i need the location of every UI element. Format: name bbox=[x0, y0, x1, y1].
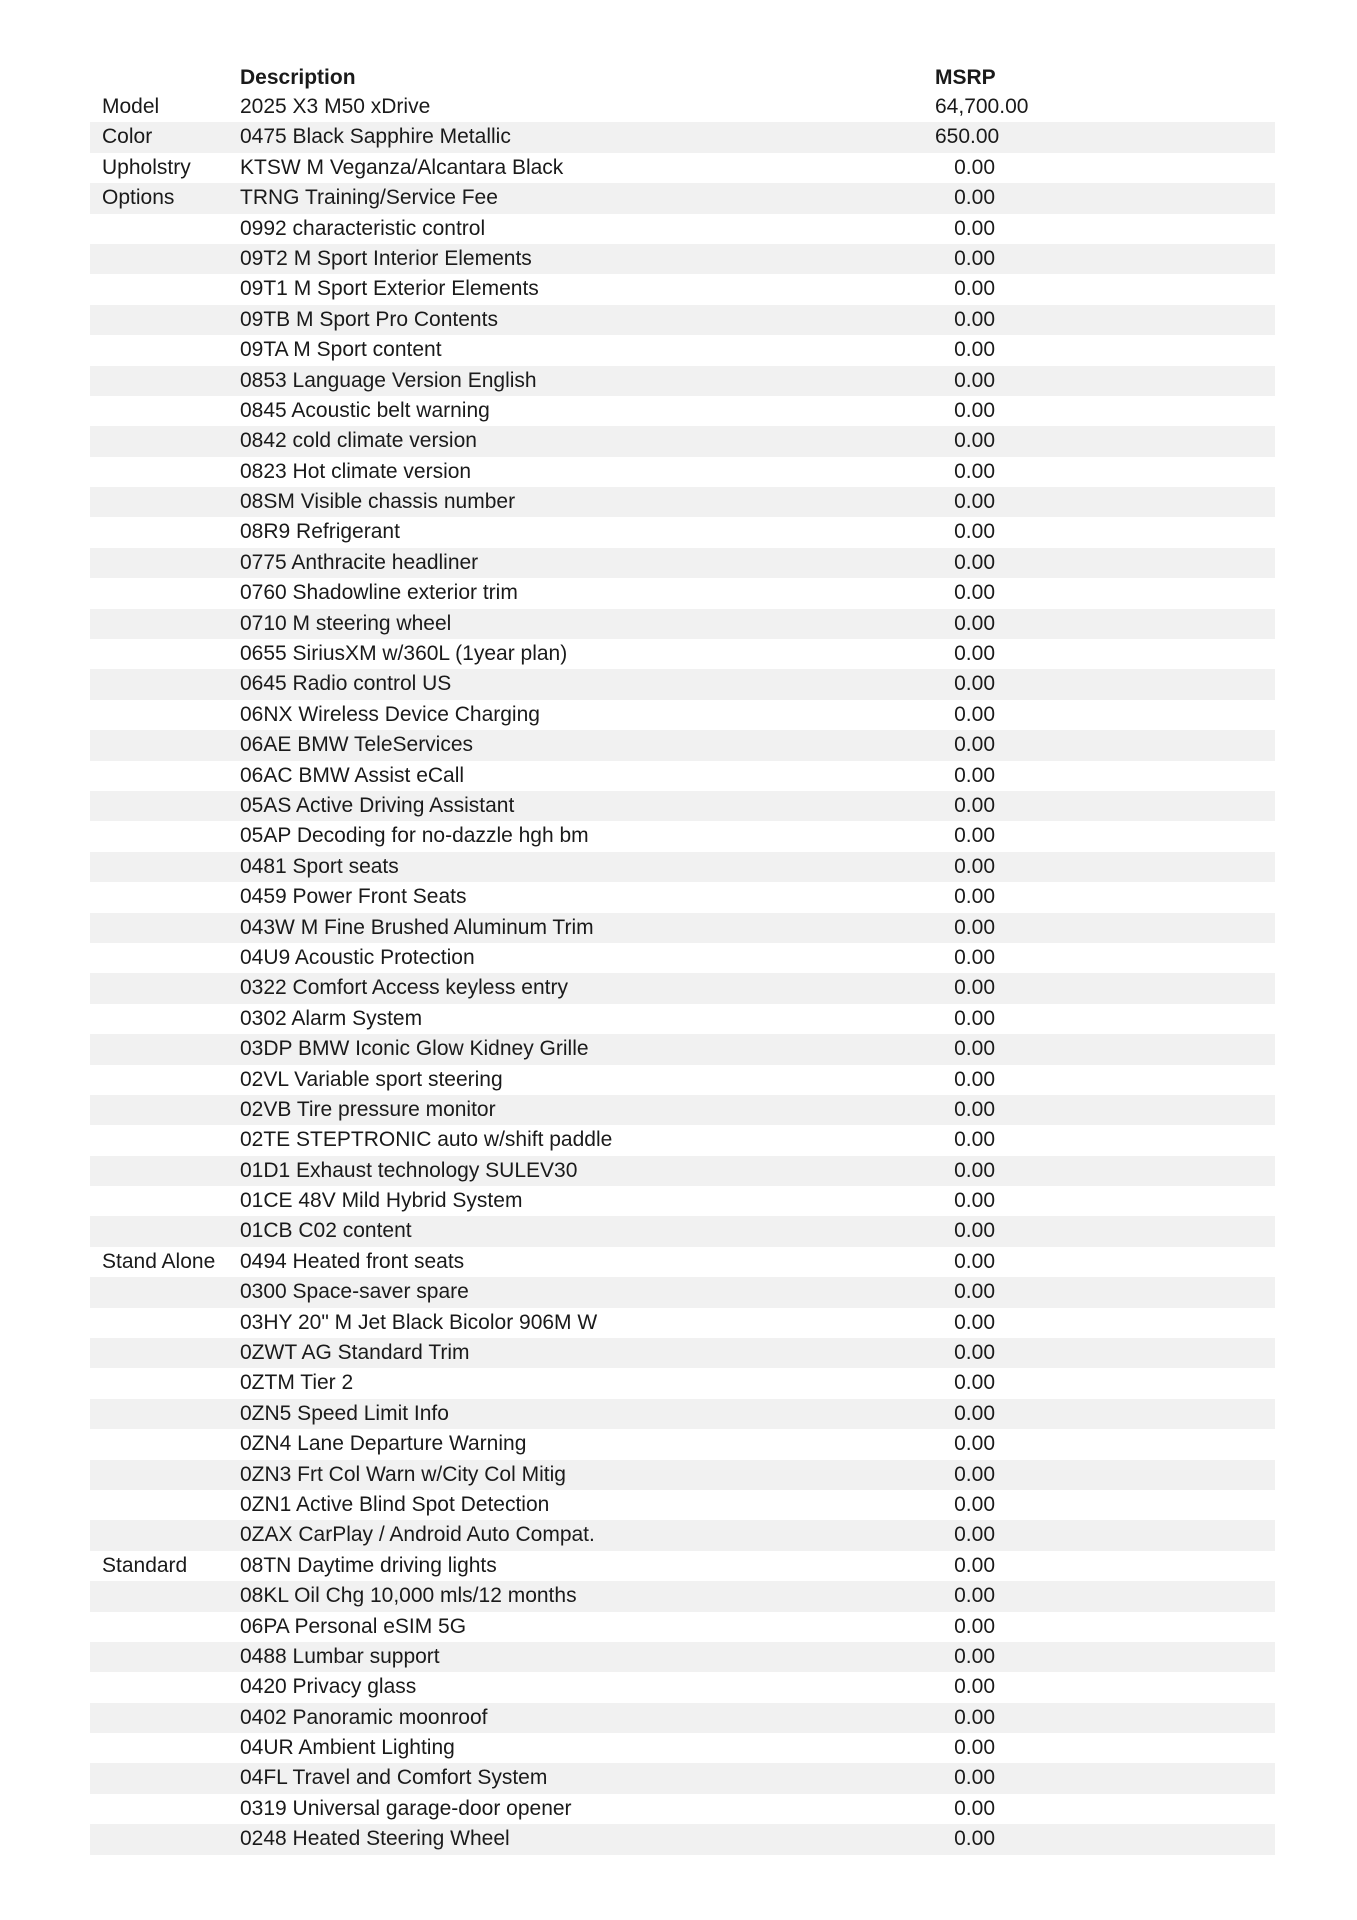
table-row bbox=[90, 487, 1275, 517]
row-msrp: 0.00 bbox=[954, 611, 995, 635]
row-msrp: 0.00 bbox=[954, 1462, 995, 1486]
row-msrp: 0.00 bbox=[954, 1280, 995, 1304]
row-msrp: 0.00 bbox=[954, 885, 995, 909]
table-row bbox=[90, 882, 1275, 912]
row-description: 05AS Active Driving Assistant bbox=[240, 793, 515, 817]
row-description: 02VB Tire pressure monitor bbox=[240, 1097, 496, 1121]
table-row bbox=[90, 1247, 1275, 1277]
table-row bbox=[90, 1490, 1275, 1520]
row-msrp: 0.00 bbox=[954, 1827, 995, 1851]
table-row bbox=[90, 761, 1275, 791]
table-row bbox=[90, 92, 1275, 122]
row-msrp: 0.00 bbox=[954, 1553, 995, 1577]
table-row bbox=[90, 426, 1275, 456]
row-description: 09TA M Sport content bbox=[240, 338, 442, 362]
table-row bbox=[90, 1429, 1275, 1459]
row-description: 0319 Universal garage-door opener bbox=[240, 1796, 572, 1820]
table-row bbox=[90, 700, 1275, 730]
row-description: 03DP BMW Iconic Glow Kidney Grille bbox=[240, 1037, 589, 1061]
row-msrp: 0.00 bbox=[954, 1067, 995, 1091]
table-row bbox=[90, 1186, 1275, 1216]
header-description: Description bbox=[240, 66, 356, 89]
row-description: 0992 characteristic control bbox=[240, 216, 486, 240]
row-msrp: 0.00 bbox=[954, 1584, 995, 1608]
row-description: 0322 Comfort Access keyless entry bbox=[240, 976, 568, 1000]
row-description: 0402 Panoramic moonroof bbox=[240, 1705, 488, 1729]
row-msrp: 0.00 bbox=[954, 824, 995, 848]
row-msrp: 0.00 bbox=[954, 1432, 995, 1456]
row-msrp: 0.00 bbox=[954, 307, 995, 331]
table-row bbox=[90, 821, 1275, 851]
row-msrp: 0.00 bbox=[954, 216, 995, 240]
row-msrp: 0.00 bbox=[954, 246, 995, 270]
table-row bbox=[90, 1551, 1275, 1581]
row-msrp: 0.00 bbox=[954, 1766, 995, 1790]
row-description: 0775 Anthracite headliner bbox=[240, 550, 479, 574]
row-msrp: 0.00 bbox=[954, 1341, 995, 1365]
row-msrp: 0.00 bbox=[954, 490, 995, 514]
row-description: 04UR Ambient Lighting bbox=[240, 1736, 455, 1760]
row-description: 2025 X3 M50 xDrive bbox=[240, 95, 431, 118]
row-description: 043W M Fine Brushed Aluminum Trim bbox=[240, 915, 594, 939]
row-description: 09T2 M Sport Interior Elements bbox=[240, 246, 532, 270]
table-row bbox=[90, 1368, 1275, 1398]
table-row bbox=[90, 973, 1275, 1003]
row-msrp: 650.00 bbox=[935, 125, 1000, 149]
row-description: 04FL Travel and Comfort System bbox=[240, 1766, 548, 1790]
row-description: 06NX Wireless Device Charging bbox=[240, 702, 540, 726]
table-row bbox=[90, 517, 1275, 547]
row-description: 0ZTM Tier 2 bbox=[240, 1371, 354, 1395]
row-description: 0459 Power Front Seats bbox=[240, 885, 467, 909]
row-description: 0ZN4 Lane Departure Warning bbox=[240, 1432, 527, 1456]
row-description: 09TB M Sport Pro Contents bbox=[240, 307, 498, 331]
row-msrp: 0.00 bbox=[954, 1371, 995, 1395]
row-description: 08R9 Refrigerant bbox=[240, 520, 400, 544]
table-row bbox=[90, 457, 1275, 487]
row-msrp: 0.00 bbox=[954, 1675, 995, 1699]
row-msrp: 0.00 bbox=[954, 520, 995, 544]
row-description: 01CB C02 content bbox=[240, 1219, 412, 1243]
table-row bbox=[90, 1703, 1275, 1733]
table-row bbox=[90, 396, 1275, 426]
table-row bbox=[90, 1520, 1275, 1550]
table-row bbox=[90, 244, 1275, 274]
table-row bbox=[90, 1824, 1275, 1854]
row-msrp: 0.00 bbox=[954, 854, 995, 878]
row-msrp: 0.00 bbox=[954, 155, 995, 179]
row-description: 08SM Visible chassis number bbox=[240, 490, 516, 514]
row-msrp: 0.00 bbox=[954, 277, 995, 301]
row-msrp: 0.00 bbox=[954, 1219, 995, 1243]
row-msrp: 0.00 bbox=[954, 186, 995, 210]
row-category: Model bbox=[102, 95, 160, 118]
row-category: Standard bbox=[102, 1553, 188, 1577]
row-description: 0481 Sport seats bbox=[240, 854, 399, 878]
row-description: KTSW M Veganza/Alcantara Black bbox=[240, 155, 564, 179]
row-msrp: 0.00 bbox=[954, 1158, 995, 1182]
table-header bbox=[90, 62, 1275, 92]
row-msrp: 0.00 bbox=[954, 459, 995, 483]
row-msrp: 0.00 bbox=[954, 1006, 995, 1030]
row-description: 0248 Heated Steering Wheel bbox=[240, 1827, 510, 1851]
row-description: 0302 Alarm System bbox=[240, 1006, 423, 1030]
row-description: 09T1 M Sport Exterior Elements bbox=[240, 277, 539, 301]
row-description: 0420 Privacy glass bbox=[240, 1675, 417, 1699]
row-msrp: 0.00 bbox=[954, 1644, 995, 1668]
row-description: 0823 Hot climate version bbox=[240, 459, 472, 483]
row-msrp: 0.00 bbox=[954, 1189, 995, 1213]
table-row bbox=[90, 1612, 1275, 1642]
row-description: 01CE 48V Mild Hybrid System bbox=[240, 1189, 523, 1213]
row-msrp: 0.00 bbox=[954, 1614, 995, 1638]
table-row bbox=[90, 1004, 1275, 1034]
table-row bbox=[90, 1277, 1275, 1307]
table-row bbox=[90, 214, 1275, 244]
table-row bbox=[90, 639, 1275, 669]
row-msrp: 0.00 bbox=[954, 368, 995, 392]
table-row bbox=[90, 791, 1275, 821]
row-description: TRNG Training/Service Fee bbox=[240, 186, 498, 210]
row-msrp: 0.00 bbox=[954, 642, 995, 666]
row-msrp: 64,700.00 bbox=[935, 95, 1029, 118]
row-description: 0ZN5 Speed Limit Info bbox=[240, 1401, 449, 1425]
row-description: 0ZAX CarPlay / Android Auto Compat. bbox=[240, 1523, 595, 1547]
row-description: 0710 M steering wheel bbox=[240, 611, 452, 635]
row-description: 06AE BMW TeleServices bbox=[240, 733, 474, 757]
table-row bbox=[90, 153, 1275, 183]
table-row bbox=[90, 1460, 1275, 1490]
row-msrp: 0.00 bbox=[954, 429, 995, 453]
row-msrp: 0.00 bbox=[954, 763, 995, 787]
table-row bbox=[90, 669, 1275, 699]
row-category: Options bbox=[102, 186, 175, 210]
row-msrp: 0.00 bbox=[954, 976, 995, 1000]
table-row bbox=[90, 1733, 1275, 1763]
row-msrp: 0.00 bbox=[954, 1705, 995, 1729]
table-row bbox=[90, 1794, 1275, 1824]
row-msrp: 0.00 bbox=[954, 733, 995, 757]
row-msrp: 0.00 bbox=[954, 1097, 995, 1121]
table-row bbox=[90, 852, 1275, 882]
table-row bbox=[90, 548, 1275, 578]
table-row bbox=[90, 1642, 1275, 1672]
row-msrp: 0.00 bbox=[954, 1128, 995, 1152]
table-body bbox=[90, 92, 1275, 1855]
table-row bbox=[90, 335, 1275, 365]
row-description: 06AC BMW Assist eCall bbox=[240, 763, 465, 787]
row-msrp: 0.00 bbox=[954, 1492, 995, 1516]
table-row bbox=[90, 1065, 1275, 1095]
row-description: 03HY 20" M Jet Black Bicolor 906M W bbox=[240, 1310, 598, 1334]
row-category: Color bbox=[102, 125, 153, 149]
table-row bbox=[90, 366, 1275, 396]
row-msrp: 0.00 bbox=[954, 1523, 995, 1547]
row-description: 0842 cold climate version bbox=[240, 429, 477, 453]
row-description: 04U9 Acoustic Protection bbox=[240, 945, 475, 969]
row-msrp: 0.00 bbox=[954, 1796, 995, 1820]
row-description: 0ZN1 Active Blind Spot Detection bbox=[240, 1492, 550, 1516]
row-description: 0475 Black Sapphire Metallic bbox=[240, 125, 511, 149]
table-row bbox=[90, 1156, 1275, 1186]
table-row bbox=[90, 305, 1275, 335]
table-row bbox=[90, 730, 1275, 760]
row-description: 02TE STEPTRONIC auto w/shift paddle bbox=[240, 1128, 613, 1152]
row-msrp: 0.00 bbox=[954, 702, 995, 726]
row-msrp: 0.00 bbox=[954, 1037, 995, 1061]
row-description: 0760 Shadowline exterior trim bbox=[240, 581, 518, 605]
header-msrp: MSRP bbox=[935, 66, 996, 89]
table-row bbox=[90, 1672, 1275, 1702]
row-msrp: 0.00 bbox=[954, 1401, 995, 1425]
row-description: 0ZN3 Frt Col Warn w/City Col Mitig bbox=[240, 1462, 566, 1486]
table-row bbox=[90, 1216, 1275, 1246]
table-row bbox=[90, 274, 1275, 304]
row-msrp: 0.00 bbox=[954, 672, 995, 696]
row-description: 0845 Acoustic belt warning bbox=[240, 398, 490, 422]
row-description: 0655 SiriusXM w/360L (1year plan) bbox=[240, 642, 568, 666]
table-row bbox=[90, 1763, 1275, 1793]
table-row bbox=[90, 1125, 1275, 1155]
row-msrp: 0.00 bbox=[954, 945, 995, 969]
row-description: 0300 Space-saver spare bbox=[240, 1280, 469, 1304]
row-msrp: 0.00 bbox=[954, 1310, 995, 1334]
row-description: 02VL Variable sport steering bbox=[240, 1067, 503, 1091]
row-description: 06PA Personal eSIM 5G bbox=[240, 1614, 467, 1638]
row-description: 0645 Radio control US bbox=[240, 672, 452, 696]
row-description: 01D1 Exhaust technology SULEV30 bbox=[240, 1158, 578, 1182]
row-msrp: 0.00 bbox=[954, 581, 995, 605]
row-category: Stand Alone bbox=[102, 1249, 216, 1273]
table-row bbox=[90, 1095, 1275, 1125]
table-row bbox=[90, 183, 1275, 213]
row-msrp: 0.00 bbox=[954, 793, 995, 817]
price-sheet bbox=[90, 62, 1275, 1855]
table-row bbox=[90, 1581, 1275, 1611]
row-description: 0494 Heated front seats bbox=[240, 1249, 465, 1273]
row-msrp: 0.00 bbox=[954, 1249, 995, 1273]
row-msrp: 0.00 bbox=[954, 1736, 995, 1760]
table-row bbox=[90, 122, 1275, 152]
table-row bbox=[90, 913, 1275, 943]
table-row bbox=[90, 1399, 1275, 1429]
row-description: 08KL Oil Chg 10,000 mls/12 months bbox=[240, 1584, 577, 1608]
row-description: 0488 Lumbar support bbox=[240, 1644, 440, 1668]
table-row bbox=[90, 578, 1275, 608]
table-row bbox=[90, 943, 1275, 973]
row-description: 05AP Decoding for no-dazzle hgh bm bbox=[240, 824, 589, 848]
row-msrp: 0.00 bbox=[954, 915, 995, 939]
row-description: 0ZWT AG Standard Trim bbox=[240, 1341, 470, 1365]
row-description: 0853 Language Version English bbox=[240, 368, 537, 392]
table-row bbox=[90, 1308, 1275, 1338]
table-row bbox=[90, 1034, 1275, 1064]
row-msrp: 0.00 bbox=[954, 398, 995, 422]
row-category: Upholstry bbox=[102, 155, 191, 179]
row-msrp: 0.00 bbox=[954, 338, 995, 362]
row-description: 08TN Daytime driving lights bbox=[240, 1553, 497, 1577]
table-row bbox=[90, 609, 1275, 639]
row-msrp: 0.00 bbox=[954, 550, 995, 574]
table-row bbox=[90, 1338, 1275, 1368]
